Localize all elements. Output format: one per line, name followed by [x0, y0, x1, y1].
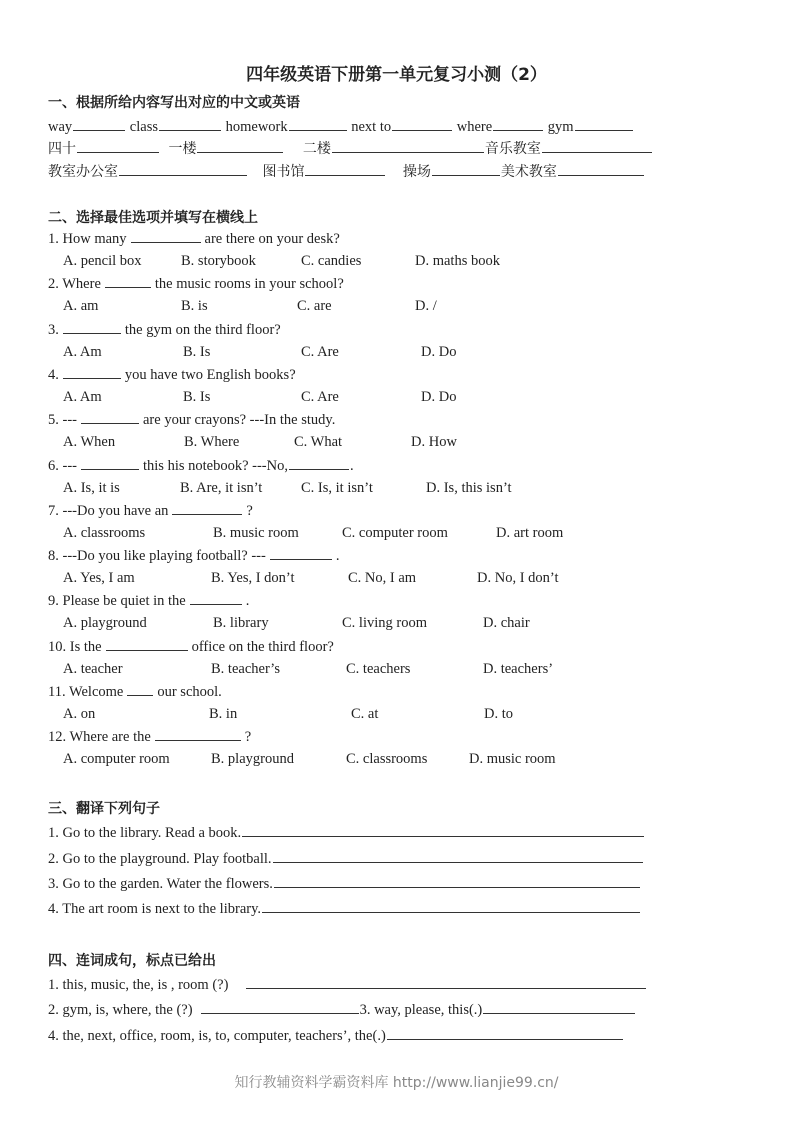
question-text: the music rooms in your school? — [154, 276, 344, 292]
answer-option[interactable]: A. classrooms — [63, 525, 146, 541]
answer-blank[interactable] — [332, 139, 484, 153]
answer-option[interactable]: D. art room — [496, 525, 564, 541]
question-stem — [48, 727, 251, 746]
answer-option[interactable]: D. Do — [421, 389, 457, 405]
answer-blank[interactable] — [172, 501, 242, 515]
question-stem — [48, 410, 335, 429]
vocab-word: 四十 — [48, 141, 76, 157]
question-text: 11. Welcome — [48, 684, 124, 700]
answer-option[interactable]: A. Is, it is — [63, 480, 120, 496]
answer-blank[interactable] — [131, 229, 201, 243]
answer-option[interactable]: B. Where — [184, 434, 240, 450]
answer-blank[interactable] — [119, 162, 247, 176]
footer-watermark: 知行教辅资料学霸资料库 http://www.lianjie99.cn/ — [234, 1075, 559, 1091]
section2-heading: 二、选择最佳选项并填写在横线上 — [48, 210, 258, 226]
question-text: 1. How many — [48, 231, 127, 247]
answer-line[interactable] — [483, 1000, 635, 1014]
answer-option[interactable]: D. Is, this isn’t — [426, 480, 512, 496]
question-text: ? — [244, 729, 252, 745]
reorder-item: 2. gym, is, where, the (?) 3. way, please, this(.) — [48, 1000, 636, 1019]
question-text: 7. ---Do you have an — [48, 503, 169, 519]
section4-heading: 四、连词成句，标点已给出 — [48, 953, 216, 969]
question-text: you have two English books? — [124, 367, 296, 383]
vocab-word: gym — [547, 119, 574, 135]
answer-option[interactable]: A. Yes, I am — [63, 570, 135, 586]
answer-option[interactable]: A. playground — [63, 615, 147, 631]
vocab-word: 一楼 — [168, 141, 197, 157]
answer-option[interactable]: C. living room — [342, 615, 427, 631]
answer-option[interactable]: B. storybook — [181, 253, 256, 269]
answer-blank[interactable] — [493, 117, 543, 131]
question-text: are there on your desk? — [204, 231, 340, 247]
answer-option[interactable]: D. / — [415, 298, 437, 314]
answer-blank[interactable] — [155, 727, 241, 741]
question-text: 3. — [48, 322, 59, 338]
answer-option[interactable]: D. teachers’ — [483, 661, 554, 677]
answer-line[interactable] — [201, 1000, 359, 1014]
answer-option[interactable]: B. Yes, I don’t — [211, 570, 295, 586]
question-stem — [48, 365, 296, 384]
question-text: office on the third floor? — [191, 639, 334, 655]
question-stem — [48, 274, 344, 293]
vocab-word: 美术教室 — [500, 164, 557, 180]
answer-blank[interactable] — [105, 274, 151, 288]
question-text: 9. Please be quiet in the — [48, 593, 186, 609]
question-text: . — [245, 593, 250, 609]
answer-blank[interactable] — [289, 456, 349, 470]
translate-item: 4. The art room is next to the library. — [48, 899, 641, 918]
vocab-word: next to — [351, 119, 392, 135]
answer-blank[interactable] — [432, 162, 500, 176]
answer-option[interactable]: C. computer room — [342, 525, 448, 541]
vocab-word: 操场 — [402, 164, 431, 180]
answer-option[interactable]: B. in — [209, 706, 238, 722]
answer-blank[interactable] — [197, 139, 283, 153]
answer-option[interactable]: D. chair — [483, 615, 530, 631]
question-text: this his notebook? ---No, — [143, 458, 288, 474]
answer-option[interactable]: A. teacher — [63, 661, 123, 677]
question-text: ? — [246, 503, 253, 519]
vocab-word: homework — [225, 119, 288, 135]
answer-option[interactable]: B. teacher’s — [211, 661, 280, 677]
answer-line[interactable] — [273, 849, 643, 863]
answer-blank[interactable] — [77, 139, 159, 153]
reorder-item: 1. this, music, the, is , room (?) — [48, 975, 647, 994]
question-stem — [48, 456, 354, 475]
answer-option[interactable]: C. Is, it isn’t — [301, 480, 373, 496]
question-text: . — [349, 458, 354, 474]
answer-option[interactable]: A. am — [63, 298, 99, 314]
answer-blank[interactable] — [81, 410, 139, 424]
answer-blank[interactable] — [575, 117, 633, 131]
answer-blank[interactable] — [63, 365, 121, 379]
answer-option[interactable]: D. maths book — [415, 253, 500, 269]
question-text: the gym on the third floor? — [124, 322, 281, 338]
vocab-row2 — [48, 139, 653, 158]
question-text: 2. Where — [48, 276, 101, 292]
answer-option[interactable]: C. teachers — [346, 661, 411, 677]
translate-item: 2. Go to the playground. Play football. — [48, 849, 644, 868]
question-stem — [48, 637, 334, 656]
question-stem — [48, 229, 340, 248]
answer-option[interactable]: A. Am — [63, 389, 102, 405]
answer-option[interactable]: A. When — [63, 434, 116, 450]
answer-option[interactable]: C. candies — [301, 253, 362, 269]
question-text: 4. — [48, 367, 59, 383]
answer-blank[interactable] — [190, 591, 242, 605]
answer-option[interactable]: B. music room — [213, 525, 299, 541]
question-text: 6. --- — [48, 458, 77, 474]
answer-blank[interactable] — [81, 456, 139, 470]
answer-line[interactable] — [246, 975, 646, 989]
answer-option[interactable]: B. Is — [183, 389, 211, 405]
section3-heading: 三、翻译下列句子 — [48, 801, 160, 817]
answer-option[interactable]: B. playground — [211, 751, 294, 767]
answer-option[interactable]: C. classrooms — [346, 751, 428, 767]
vocab-word: 教室办公室 — [48, 164, 118, 180]
answer-line[interactable] — [262, 899, 640, 913]
answer-blank[interactable] — [106, 637, 188, 651]
question-stem — [48, 501, 253, 520]
answer-option[interactable]: B. is — [181, 298, 208, 314]
vocab-row1 — [48, 117, 634, 136]
answer-blank[interactable] — [63, 320, 121, 334]
question-text: 10. Is the — [48, 639, 102, 655]
answer-option[interactable]: A. on — [63, 706, 96, 722]
question-stem — [48, 546, 339, 565]
question-stem — [48, 320, 281, 339]
answer-option[interactable]: C. Are — [301, 389, 339, 405]
answer-blank[interactable] — [392, 117, 452, 131]
answer-option[interactable]: A. computer room — [63, 751, 170, 767]
question-text: 12. Where are the — [48, 729, 151, 745]
answer-blank[interactable] — [73, 117, 125, 131]
question-text: 5. --- — [48, 412, 77, 428]
vocab-row3 — [48, 162, 645, 181]
answer-blank[interactable] — [127, 682, 153, 696]
answer-blank[interactable] — [289, 117, 347, 131]
translate-item: 1. Go to the library. Read a book. — [48, 823, 645, 842]
question-text: our school. — [157, 684, 222, 700]
answer-option[interactable]: C. No, I am — [348, 570, 417, 586]
question-stem — [48, 682, 222, 701]
answer-blank[interactable] — [270, 546, 332, 560]
answer-option[interactable]: A. Am — [63, 344, 102, 360]
answer-option[interactable]: D. Do — [421, 344, 457, 360]
answer-option[interactable]: C. Are — [301, 344, 339, 360]
question-text: 8. ---Do you like playing football? --- — [48, 548, 266, 564]
reorder-item: 4. the, next, office, room, is, to, computer, teachers’, the(.) — [48, 1026, 624, 1045]
answer-option[interactable]: D. How — [411, 434, 457, 450]
vocab-word: 图书馆 — [262, 164, 305, 180]
answer-blank[interactable] — [558, 162, 644, 176]
answer-option[interactable]: C. are — [297, 298, 332, 314]
answer-blank[interactable] — [159, 117, 221, 131]
vocab-word: way — [48, 119, 73, 135]
answer-line[interactable] — [387, 1026, 623, 1040]
vocab-word: 二楼 — [302, 141, 331, 157]
vocab-word: class — [129, 119, 158, 135]
answer-option[interactable]: B. library — [213, 615, 269, 631]
page-title: 四年级英语下册第一单元复习小测（2） — [246, 65, 547, 85]
answer-option[interactable]: B. Is — [183, 344, 211, 360]
question-text: . — [335, 548, 340, 564]
answer-blank[interactable] — [305, 162, 385, 176]
answer-option[interactable]: D. No, I don’t — [477, 570, 559, 586]
vocab-word: 音乐教室 — [484, 141, 541, 157]
translate-item: 3. Go to the garden. Water the flowers. — [48, 874, 641, 893]
section1-heading: 一、根据所给内容写出对应的中文或英语 — [48, 95, 300, 111]
answer-option[interactable]: B. Are, it isn’t — [180, 480, 263, 496]
answer-option[interactable]: D. music room — [469, 751, 556, 767]
answer-option[interactable]: A. pencil box — [63, 253, 142, 269]
answer-blank[interactable] — [542, 139, 652, 153]
question-text: are your crayons? ---In the study. — [143, 412, 336, 428]
answer-option[interactable]: C. What — [294, 434, 343, 450]
answer-line[interactable] — [242, 823, 644, 837]
answer-line[interactable] — [274, 874, 640, 888]
answer-option[interactable]: D. to — [484, 706, 513, 722]
vocab-word: where — [456, 119, 493, 135]
question-stem — [48, 591, 249, 610]
answer-option[interactable]: C. at — [351, 706, 379, 722]
